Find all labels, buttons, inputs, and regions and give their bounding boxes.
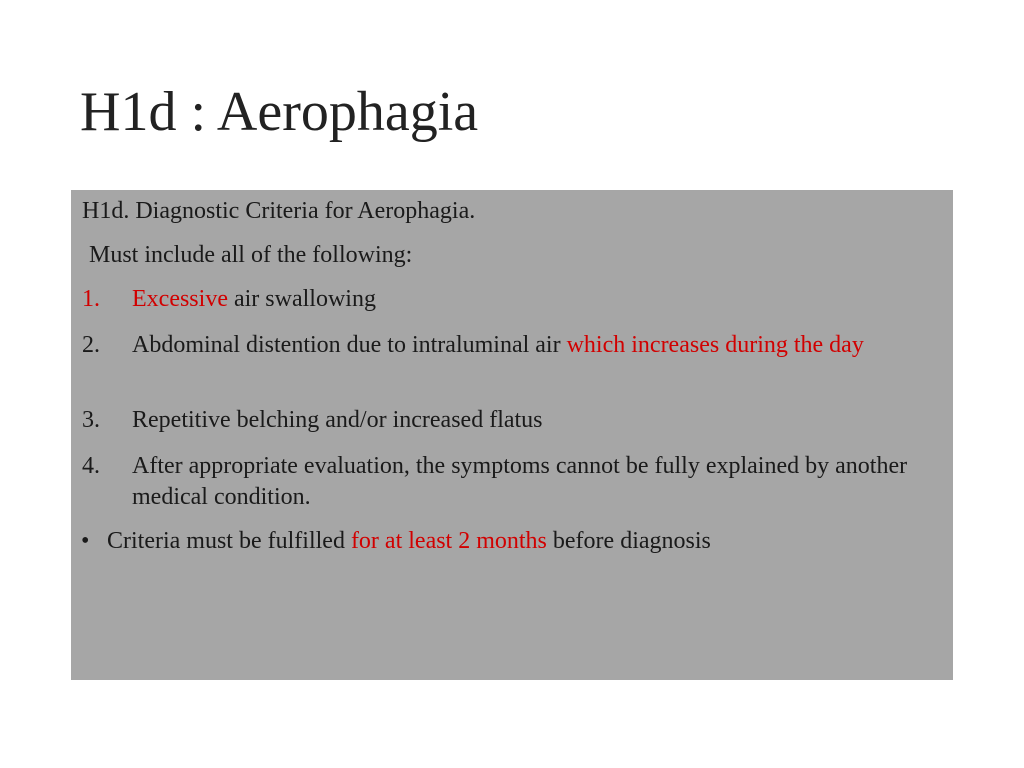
list-item <box>71 284 953 315</box>
criteria-intro: Must include all of the following: <box>89 242 413 268</box>
item-number: 2. <box>82 332 100 358</box>
bullet-item <box>71 526 953 557</box>
criteria-panel <box>71 190 953 680</box>
item-rest: air swallowing <box>227 286 376 312</box>
item-text: After appropriate evaluation, the symptoms cannot be fully explained by another medical condition. <box>132 453 908 510</box>
bullet-highlight: for at least 2 months <box>350 528 547 554</box>
bullet-icon: • <box>81 528 90 554</box>
bullet-rest: before diagnosis <box>546 528 711 554</box>
slide-title: H1d : Aerophagia <box>80 81 479 143</box>
criteria-heading: H1d. Diagnostic Criteria for Aerophagia. <box>82 198 476 224</box>
item-highlight: Excessive <box>132 286 228 312</box>
item-number: 4. <box>82 453 100 479</box>
list-item <box>71 405 953 436</box>
list-item <box>71 330 953 392</box>
item-text <box>132 330 932 361</box>
item-number: 3. <box>82 407 100 433</box>
bullet-text <box>107 526 711 557</box>
item-text <box>132 284 932 315</box>
list-item <box>71 451 953 513</box>
item-text: Repetitive belching and/or increased flatus <box>132 407 543 433</box>
bullet-body: Criteria must be fulfilled <box>107 528 351 554</box>
item-body: Abdominal distention due to intraluminal air <box>132 332 567 358</box>
item-highlight: which increases during the day <box>566 332 864 358</box>
item-number: 1. <box>82 286 100 312</box>
